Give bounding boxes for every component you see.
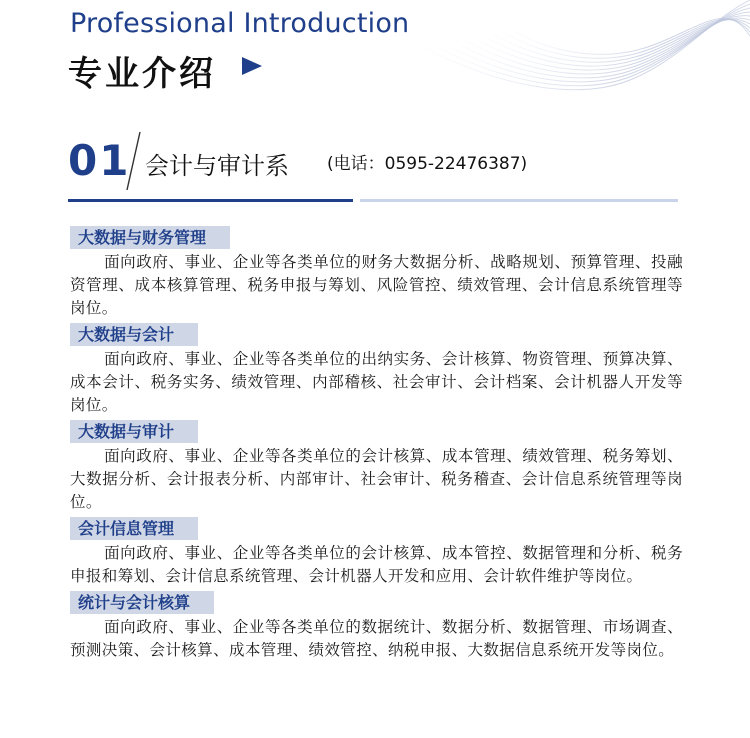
major-heading: 统计与会计核算 — [70, 591, 214, 614]
major-description: 面向政府、事业、企业等各类单位的出纳实务、会计核算、物资管理、预算决算、成本会计、税务实务、绩效管理、内部稽核、社会审计、会计档案、会计机器人开发等岗位。 — [70, 350, 683, 414]
major-heading: 大数据与会计 — [70, 323, 198, 346]
section-rule-dark — [68, 199, 353, 202]
major-item — [70, 517, 683, 588]
section-number: 01 — [68, 136, 131, 185]
major-item — [70, 226, 683, 320]
major-description: 面向政府、事业、企业等各类单位的会计核算、成本管控、数据管理和分析、税务申报和筹划、会计信息系统管理、会计机器人开发和应用、会计软件维护等岗位。 — [70, 544, 683, 585]
wave-decoration — [410, 0, 750, 110]
slash-divider-icon — [124, 130, 142, 192]
major-item — [70, 591, 683, 662]
major-heading: 大数据与财务管理 — [70, 226, 230, 249]
play-arrow-icon — [242, 57, 262, 75]
major-description: 面向政府、事业、企业等各类单位的数据统计、数据分析、数据管理、市场调查、预测决策、会计核算、成本管理、绩效管控、纳税申报、大数据信息系统开发等岗位。 — [70, 618, 683, 659]
section-phone: (电话：0595-22476387) — [327, 154, 528, 174]
major-description: 面向政府、事业、企业等各类单位的会计核算、成本管理、绩效管理、税务筹划、大数据分析、会计报表分析、内部审计、社会审计、税务稽查、会计信息系统管理等岗位。 — [70, 447, 683, 511]
major-item — [70, 420, 683, 514]
major-list — [70, 226, 683, 665]
major-heading: 会计信息管理 — [70, 517, 198, 540]
section-rule-light — [360, 199, 678, 202]
major-item — [70, 323, 683, 417]
major-heading: 大数据与审计 — [70, 420, 198, 443]
page-title-english: Professional Introduction — [70, 8, 410, 39]
section-name: 会计与审计系 — [145, 152, 289, 180]
major-description: 面向政府、事业、企业等各类单位的财务大数据分析、战略规划、预算管理、投融资管理、成本核算管理、税务申报与筹划、风险管控、绩效管理、会计信息系统管理等岗位。 — [70, 253, 683, 317]
page-title-chinese: 专业介绍 — [68, 54, 216, 94]
